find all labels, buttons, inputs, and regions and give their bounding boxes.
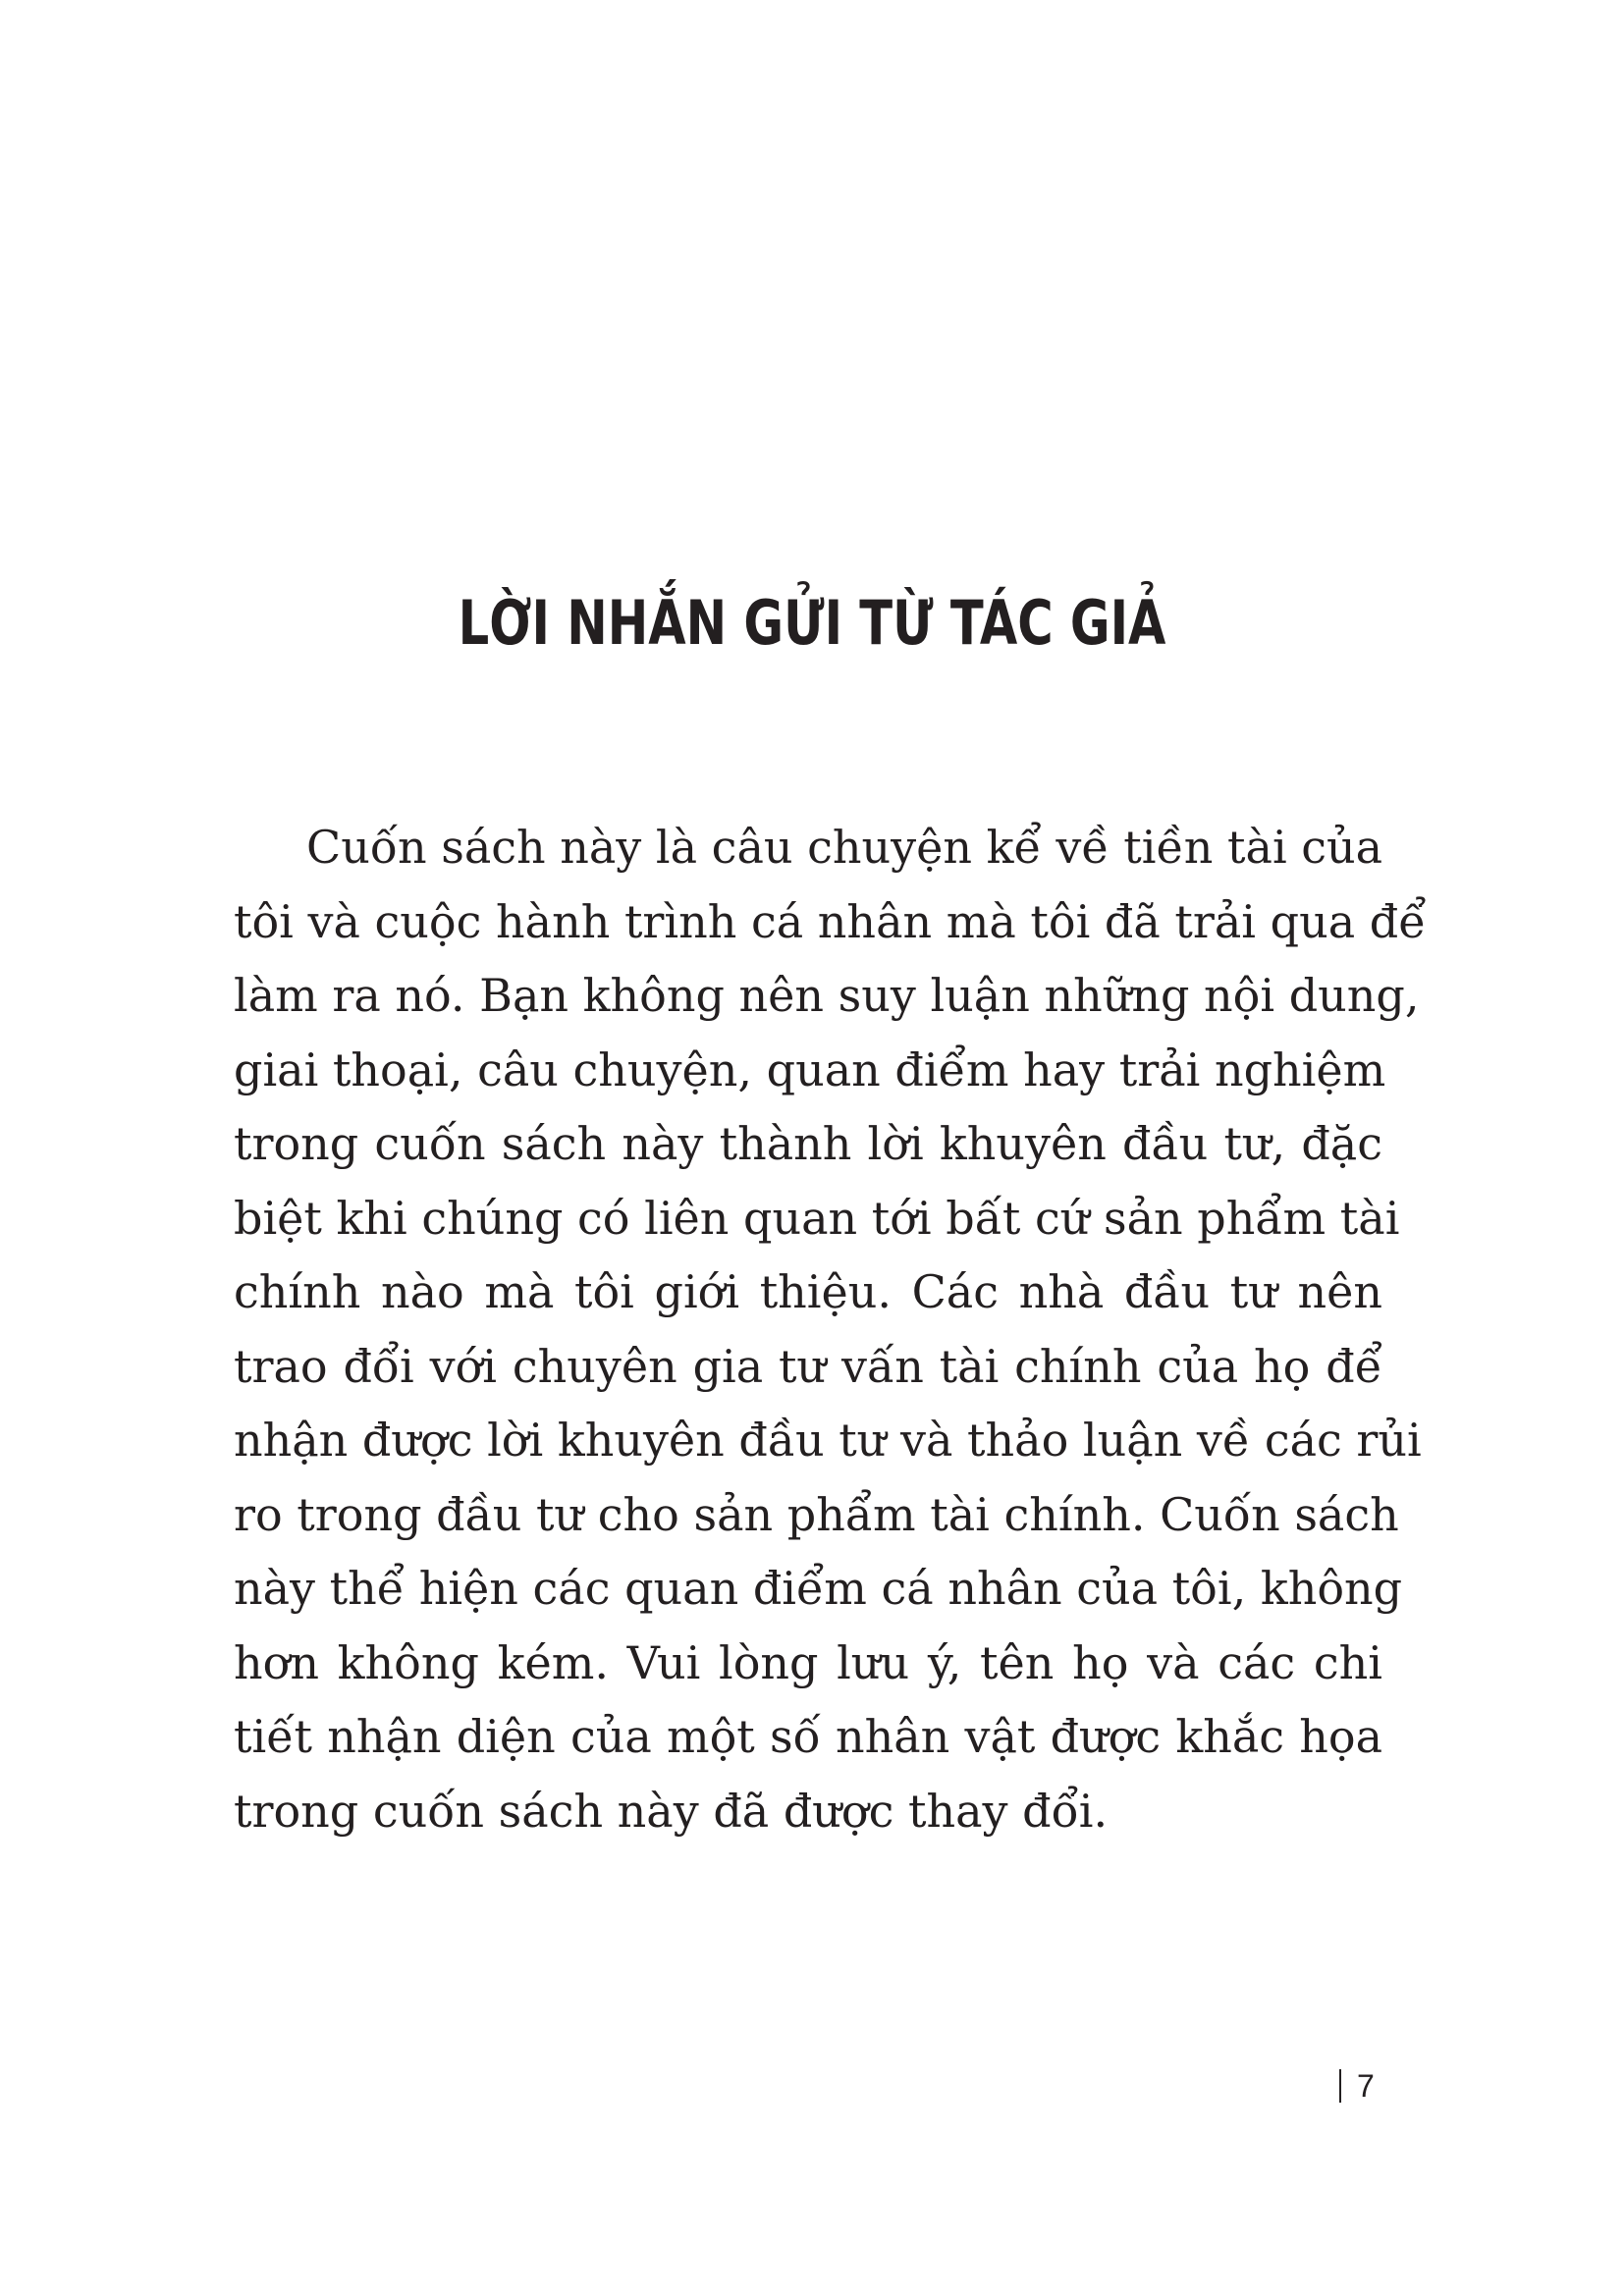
body-line: Cuốn sách này là câu chuyện kể về tiền tài của — [306, 821, 1383, 874]
body-line: biệt khi chúng có liên quan tới bất cứ sản phẩm tài — [234, 1191, 1400, 1245]
body-line: ro trong đầu tư cho sản phẩm tài chính. Cuốn sách — [234, 1487, 1399, 1541]
folio-divider — [1339, 2069, 1341, 2103]
body-line: trong cuốn sách này đã được thay đổi. — [234, 1784, 1109, 1838]
page-folio — [1339, 2066, 1375, 2106]
body-paragraph — [234, 811, 1427, 1848]
body-line: này thể hiện các quan điểm cá nhân của tôi, không — [234, 1562, 1403, 1615]
body-line: làm ra nó. Bạn không nên suy luận những nội dung, — [234, 969, 1420, 1022]
page-title: LỜI NHẮN GỬI TỪ TÁC GIẢ — [458, 587, 1166, 659]
body-line: tôi và cuộc hành trình cá nhân mà tôi đã trải qua để — [234, 894, 1427, 948]
body-line: hơn không kém. Vui lòng lưu ý, tên họ và các chi — [234, 1635, 1382, 1689]
body-line: trao đổi với chuyên gia tư vấn tài chính của họ để — [234, 1339, 1382, 1393]
body-line: tiết nhận diện của một số nhân vật được khắc họa — [234, 1710, 1382, 1763]
body-line: giai thoại, câu chuyện, quan điểm hay trải nghiệm — [234, 1042, 1386, 1096]
body-line: trong cuốn sách này thành lời khuyên đầu tư, đặc — [234, 1117, 1382, 1170]
body-line: nhận được lời khuyên đầu tư và thảo luận về các rủi — [234, 1414, 1422, 1467]
body-line: chính nào mà tôi giới thiệu. Các nhà đầu tư nên — [234, 1265, 1382, 1318]
page-number: 7 — [1357, 2067, 1375, 2104]
